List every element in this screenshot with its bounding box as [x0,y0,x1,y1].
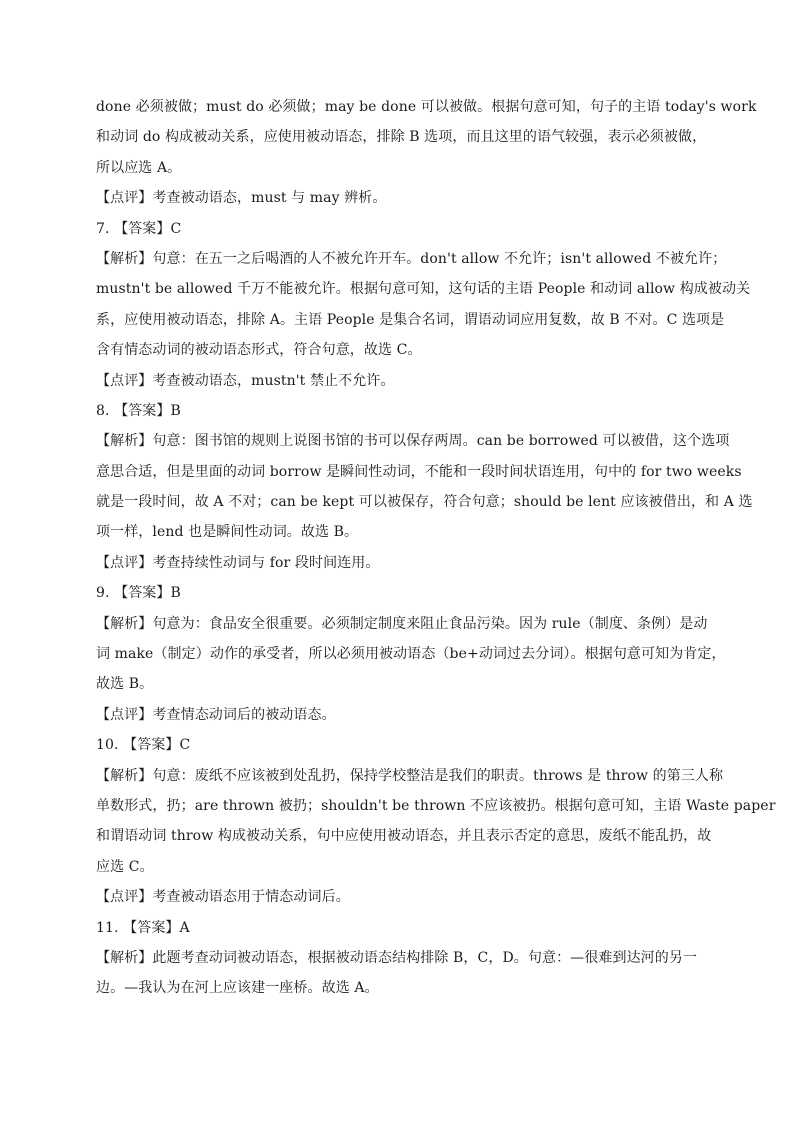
answer-heading-7: 7. 【答案】C [96,220,182,237]
text-line: 和谓语动词 throw 构成被动关系，句中应使用被动语态，并且表示否定的意思，废纸不能乱扔，故 [96,828,712,845]
answer-heading-10: 10. 【答案】C [96,737,191,754]
text-line: 应选 C。 [96,858,154,875]
text-line: done 必须被做；must do 必须做；may be done 可以被做。根据句意可知，句子的主语 today's work [96,99,757,115]
text-line: 意思合适，但是里面的动词 borrow 是瞬间性动词，不能和一段时间状语连用，句中的 for two weeks [96,463,742,480]
text-line: 【解析】句意：图书馆的规则上说图书馆的书可以保存两周。can be borrowed 可以被借，这个选项 [96,433,730,450]
text-line: 【解析】句意为：食品安全很重要。必须制定制度来阻止食品污染。因为 rule（制度、条例）是动 [96,615,708,632]
text-line: mustn't be allowed 千万不能被允许。根据句意可知，这句话的主语 People 和动词 allow 构成被动关 [96,281,751,298]
comment-line: 【点评】考查被动语态，mustn't 禁止不允许。 [96,372,395,389]
text-line: 【解析】句意：废纸不应该被到处乱扔，保持学校整洁是我们的职责。throws 是 throw 的第三人称 [96,767,724,784]
text-line: 边。—我认为在河上应该建一座桥。故选 A。 [96,980,379,997]
text-line: 含有情态动词的被动语态形式，符合句意，故选 C。 [96,342,422,359]
comment-line: 【点评】考查情态动词后的被动语态。 [96,706,336,723]
comment-line: 【点评】考查被动语态用于情态动词后。 [96,889,350,906]
text-line: 单数形式，扔；are thrown 被扔；shouldn't be thrown 不应该被扔。根据句意可知，主语 Waste paper [96,797,776,814]
text-line: 故选 B。 [96,676,154,693]
text-line: 项一样，lend 也是瞬间性动词。故选 B。 [96,524,359,541]
answer-heading-8: 8. 【答案】B [96,402,181,419]
text-line: 就是一段时间，故 A 不对；can be kept 可以被保存，符合句意；should be lent 应该被借出，和 A 选 [96,494,753,511]
comment-line: 【点评】考查被动语态，must 与 may 辨析。 [96,190,387,207]
text-line: 系，应使用被动语态，排除 A。主语 People 是集合名词，谓语动词应用复数，故 B 不对。C 选项是 [96,311,725,328]
text-line: 所以应选 A。 [96,159,182,176]
answer-heading-11: 11. 【答案】A [96,919,190,936]
answer-explanations [96,92,776,1004]
text-line: 词 make（制定）动作的承受者，所以必须用被动语态（be+动词过去分词）。根据句意可知为肯定， [96,646,726,663]
text-line: 【解析】此题考查动词被动语态，根据被动语态结构排除 B，C，D。句意：—很难到达河的另一 [96,949,698,966]
comment-line: 【点评】考查持续性动词与 for 段时间连用。 [96,554,380,571]
text-line: 【解析】句意：在五一之后喝酒的人不被允许开车。don't allow 不允许；isn't allowed 不被允许； [96,250,727,267]
text-line: 和动词 do 构成被动关系，应使用被动语态，排除 B 选项，而且这里的语气较强，表示必须被做， [96,129,707,146]
answer-heading-9: 9. 【答案】B [96,585,181,602]
